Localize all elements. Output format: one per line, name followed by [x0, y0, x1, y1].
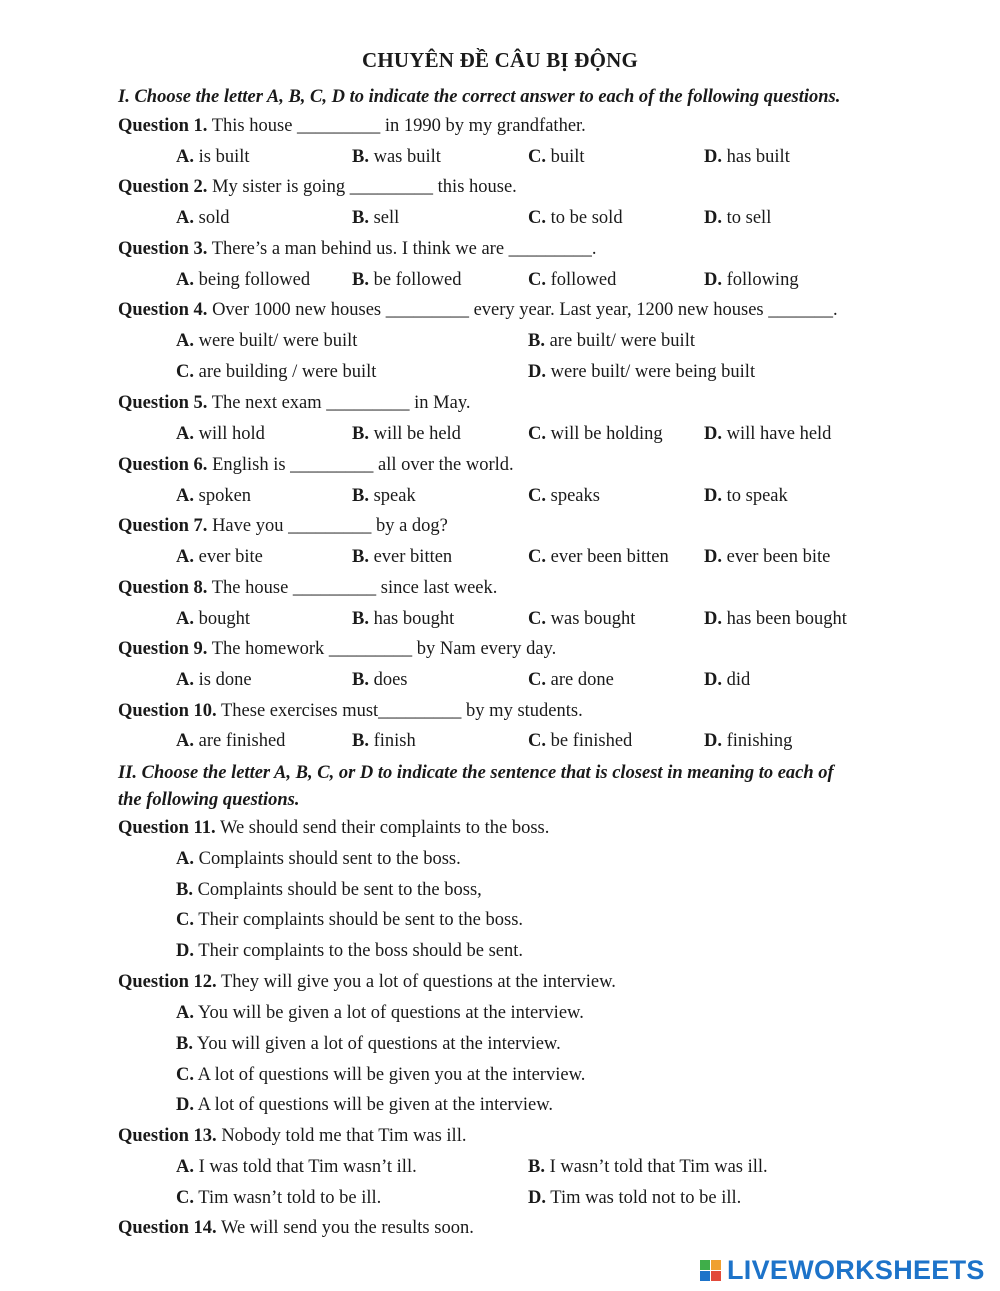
- question-8: Question 8. The house _________ since last week.: [118, 578, 498, 598]
- question-12: Question 12. They will give you a lot of questions at the interview.: [118, 972, 616, 992]
- q7-option-a[interactable]: A. ever bite: [176, 547, 263, 567]
- q6-option-a[interactable]: A. spoken: [176, 486, 252, 506]
- q4-option-d[interactable]: D. were built/ were being built: [528, 362, 756, 382]
- section-2-line-2: the following questions.: [118, 790, 300, 810]
- q1-option-a[interactable]: A. is built: [176, 147, 250, 167]
- q2-option-d[interactable]: D. to sell: [704, 208, 772, 228]
- question-13: Question 13. Nobody told me that Tim was ill.: [118, 1126, 467, 1146]
- question-2: Question 2. My sister is going _________ this house.: [118, 177, 517, 197]
- q10-option-b[interactable]: B. finish: [352, 731, 416, 751]
- question-5: Question 5. The next exam _________ in May.: [118, 393, 471, 413]
- liveworksheets-logo[interactable]: [700, 1253, 985, 1287]
- q9-option-d[interactable]: D. did: [704, 670, 751, 690]
- section-2-line-1: II. Choose the letter A, B, C, or D to indicate the sentence that is closest in meaning to each of: [118, 763, 834, 783]
- q10-option-a[interactable]: A. are finished: [176, 731, 286, 751]
- q8-option-c[interactable]: C. was bought: [528, 609, 636, 629]
- question-14: Question 14. We will send you the results soon.: [118, 1218, 474, 1238]
- q9-option-c[interactable]: C. are done: [528, 670, 614, 690]
- logo-text: LIVEWORKSHEETS: [727, 1254, 985, 1285]
- question-9: Question 9. The homework _________ by Nam every day.: [118, 639, 557, 659]
- question-11: Question 11. We should send their complaints to the boss.: [118, 818, 550, 838]
- q7-option-d[interactable]: D. ever been bite: [704, 547, 831, 567]
- q8-option-a[interactable]: A. bought: [176, 609, 251, 629]
- q9-option-a[interactable]: A. is done: [176, 670, 252, 690]
- q13-option-d[interactable]: D. Tim was told not to be ill.: [528, 1188, 742, 1208]
- q5-option-c[interactable]: C. will be holding: [528, 424, 663, 444]
- q6-option-c[interactable]: C. speaks: [528, 486, 600, 506]
- q4-option-b[interactable]: B. are built/ were built: [528, 331, 695, 351]
- q11-option-c[interactable]: C. Their complaints should be sent to the boss.: [176, 910, 524, 930]
- q13-option-c[interactable]: C. Tim wasn’t told to be ill.: [176, 1188, 382, 1208]
- q1-option-c[interactable]: C. built: [528, 147, 585, 167]
- q6-option-b[interactable]: B. speak: [352, 486, 416, 506]
- q13-option-a[interactable]: A. I was told that Tim wasn’t ill.: [176, 1157, 417, 1177]
- q3-option-b[interactable]: B. be followed: [352, 270, 462, 290]
- q8-option-d[interactable]: D. has been bought: [704, 609, 847, 629]
- q1-option-d[interactable]: D. has built: [704, 147, 790, 167]
- q5-option-b[interactable]: B. will be held: [352, 424, 461, 444]
- question-4: Question 4. Over 1000 new houses _________ every year. Last year, 1200 new houses _______.: [118, 300, 838, 320]
- q2-option-c[interactable]: C. to be sold: [528, 208, 623, 228]
- q3-option-a[interactable]: A. being followed: [176, 270, 311, 290]
- q2-option-b[interactable]: B. sell: [352, 208, 400, 228]
- q12-option-d[interactable]: D. A lot of questions will be given at the interview.: [176, 1095, 553, 1115]
- q9-option-b[interactable]: B. does: [352, 670, 408, 690]
- q5-option-a[interactable]: A. will hold: [176, 424, 265, 444]
- q3-option-c[interactable]: C. followed: [528, 270, 617, 290]
- question-7: Question 7. Have you _________ by a dog?: [118, 516, 448, 536]
- q11-option-b[interactable]: B. Complaints should be sent to the boss,: [176, 880, 482, 900]
- q8-option-b[interactable]: B. has bought: [352, 609, 455, 629]
- logo-square-blue: [700, 1271, 710, 1281]
- logo-square-orange: [711, 1260, 721, 1270]
- q13-option-b[interactable]: B. I wasn’t told that Tim was ill.: [528, 1157, 768, 1177]
- q4-option-c[interactable]: C. are building / were built: [176, 362, 377, 382]
- q12-option-c[interactable]: C. A lot of questions will be given you at the interview.: [176, 1065, 586, 1085]
- q10-option-d[interactable]: D. finishing: [704, 731, 793, 751]
- liveworksheets-logo-icon: [700, 1260, 721, 1281]
- q5-option-d[interactable]: D. will have held: [704, 424, 832, 444]
- section-1-instruction: I. Choose the letter A, B, C, D to indicate the correct answer to each of the following questions.: [118, 87, 841, 107]
- question-1: Question 1. This house _________ in 1990 by my grandfather.: [118, 116, 586, 136]
- q11-option-d[interactable]: D. Their complaints to the boss should be sent.: [176, 941, 524, 961]
- q12-option-a[interactable]: A. You will be given a lot of questions at the interview.: [176, 1003, 584, 1023]
- q10-option-c[interactable]: C. be finished: [528, 731, 633, 751]
- page-title: CHUYÊN ĐỀ CÂU BỊ ĐỘNG: [361, 48, 639, 72]
- q6-option-d[interactable]: D. to speak: [704, 486, 788, 506]
- q7-option-c[interactable]: C. ever been bitten: [528, 547, 669, 567]
- question-6: Question 6. English is _________ all over the world.: [118, 455, 514, 475]
- section-2-instruction: [118, 760, 908, 814]
- logo-square-red: [711, 1271, 721, 1281]
- question-10: Question 10. These exercises must_________ by my students.: [118, 701, 583, 721]
- q7-option-b[interactable]: B. ever bitten: [352, 547, 453, 567]
- logo-square-green: [700, 1260, 710, 1270]
- q2-option-a[interactable]: A. sold: [176, 208, 230, 228]
- q1-option-b[interactable]: B. was built: [352, 147, 441, 167]
- q3-option-d[interactable]: D. following: [704, 270, 799, 290]
- question-3: Question 3. There’s a man behind us. I think we are _________.: [118, 239, 597, 259]
- q4-option-a[interactable]: A. were built/ were built: [176, 331, 358, 351]
- q11-option-a[interactable]: A. Complaints should sent to the boss.: [176, 849, 461, 869]
- q12-option-b[interactable]: B. You will given a lot of questions at the interview.: [176, 1034, 561, 1054]
